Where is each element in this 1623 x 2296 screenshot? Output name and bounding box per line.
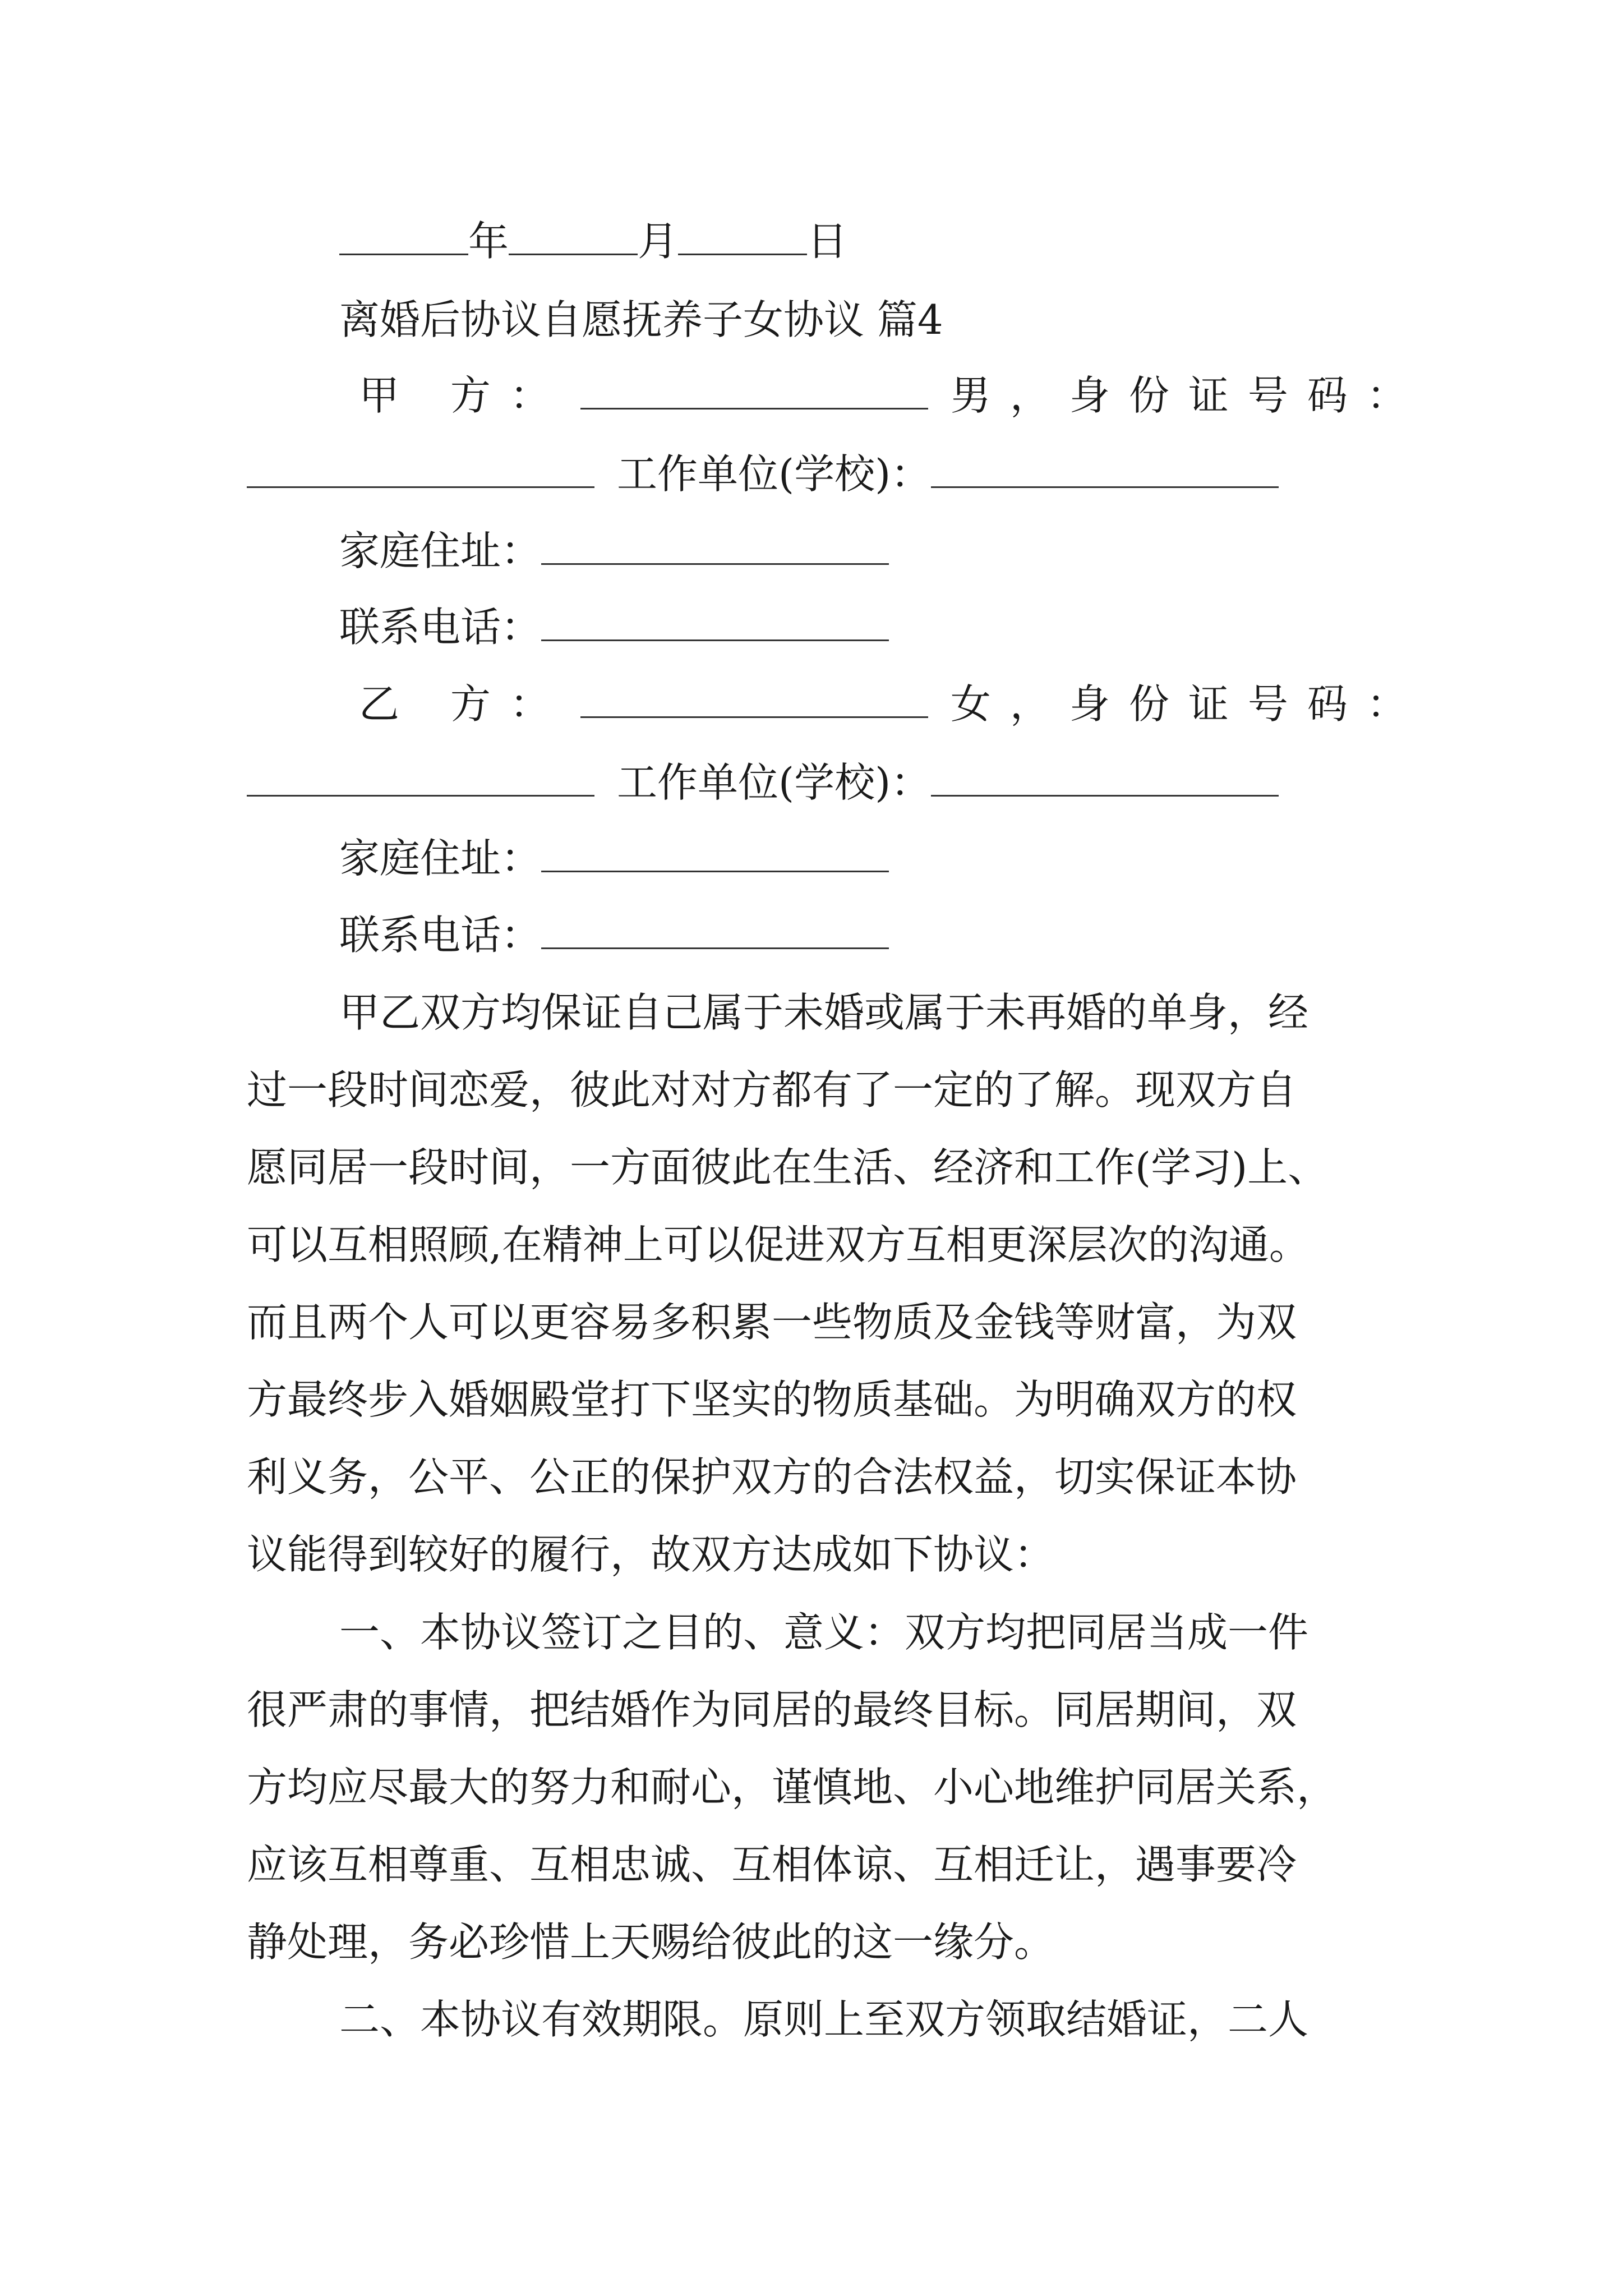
party-a-id-blank[interactable]: [247, 453, 594, 488]
party-a-work-label: 工作单位(学校)：: [617, 450, 932, 498]
paragraph-line: 方均应尽最大的努力和耐心，谨慎地、小心地维护同居关系，: [247, 1764, 1338, 1811]
paragraph-line: 甲乙双方均保证自己属于未婚或属于未再婚的单身，经: [339, 989, 1309, 1036]
party-a-phone-row: [339, 593, 1391, 661]
date-line: [339, 208, 1391, 275]
paragraph-line: 而且两个人可以更容易多积累一些物质及金钱等财富，为双: [247, 1299, 1297, 1346]
party-a-label: 甲 方：: [359, 372, 569, 419]
party-a-gender: 男，: [950, 372, 1069, 419]
paragraph-line: 方最终步入婚姻殿堂打下坚实的物质基础。为明确双方的权: [247, 1376, 1297, 1423]
party-a-id-label: 身份证号码：: [1069, 372, 1426, 419]
party-a-work-row: [247, 440, 1391, 508]
day-label: 日: [807, 218, 848, 265]
party-b-address-label: 家庭住址：: [339, 835, 542, 882]
party-a-phone-blank[interactable]: [541, 606, 889, 641]
party-b-id-blank[interactable]: [247, 761, 594, 797]
party-b-work-blank[interactable]: [931, 761, 1279, 797]
party-a-row: [359, 362, 1426, 429]
paragraph-line: 二、本协议有效期限。原则上至双方领取结婚证，二人: [339, 1996, 1309, 2043]
party-a-address-row: [339, 517, 1391, 585]
year-label: 年: [468, 218, 509, 265]
paragraph-line: 利义务，公平、公正的保护双方的合法权益，切实保证本协: [247, 1453, 1297, 1501]
party-b-label: 乙 方：: [359, 680, 569, 728]
party-b-gender: 女，: [950, 680, 1069, 728]
party-b-address-blank[interactable]: [541, 837, 889, 872]
paragraph-line: 可以互相照顾,在精神上可以促进双方互相更深层次的沟通。: [247, 1221, 1310, 1268]
paragraph-line: 应该互相尊重、互相忠诚、互相体谅、互相迁让，遇事要冷: [247, 1841, 1297, 1888]
paragraph-line: 过一段时间恋爱，彼此对对方都有了一定的了解。现双方自: [247, 1066, 1297, 1114]
year-blank[interactable]: [339, 220, 468, 255]
paragraph-line: 议能得到较好的履行，故双方达成如下协议：: [247, 1531, 1055, 1578]
party-a-address-blank[interactable]: [541, 530, 889, 565]
party-b-id-label: 身份证号码：: [1069, 680, 1426, 728]
day-blank[interactable]: [678, 220, 807, 255]
party-b-name-blank[interactable]: [580, 683, 928, 718]
party-a-address-label: 家庭住址：: [339, 527, 542, 574]
party-b-address-row: [339, 825, 1391, 892]
party-b-phone-label: 联系电话：: [339, 912, 542, 959]
party-b-work-label: 工作单位(学校)：: [617, 759, 932, 806]
party-b-phone-row: [339, 901, 1391, 969]
paragraph-line: 很严肃的事情，把结婚作为同居的最终目标。同居期间，双: [247, 1686, 1297, 1733]
party-a-name-blank[interactable]: [580, 374, 928, 409]
party-b-phone-blank[interactable]: [541, 914, 889, 949]
party-b-row: [359, 670, 1426, 738]
party-a-phone-label: 联系电话：: [339, 604, 542, 651]
party-a-work-blank[interactable]: [931, 453, 1279, 488]
month-label: 月: [638, 218, 679, 265]
paragraph-line: 一、本协议签订之目的、意义：双方均把同居当成一件: [339, 1609, 1309, 1656]
agreement-title: 离婚后协议自愿抚养子女协议 篇4: [339, 296, 943, 343]
paragraph-line: 愿同居一段时间，一方面彼此在生活、经济和工作(学习)上、: [247, 1144, 1329, 1191]
party-b-work-row: [247, 749, 1391, 816]
paragraph-line: 静处理，务必珍惜上天赐给彼此的这一缘分。: [247, 1918, 1055, 1966]
month-blank[interactable]: [509, 220, 638, 255]
